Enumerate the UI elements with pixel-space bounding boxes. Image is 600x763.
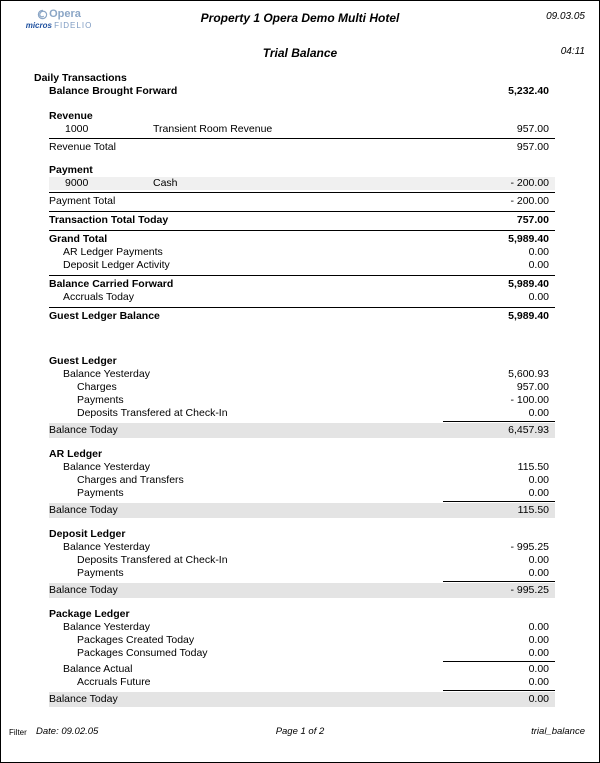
row-value: 0.00: [528, 291, 549, 303]
account-value: - 200.00: [510, 177, 549, 189]
row-value: 5,989.40: [508, 278, 549, 290]
row-value: 0.00: [528, 647, 549, 659]
deposit-ledger-activity-row: [49, 259, 555, 272]
charges-and-transfers-row: [49, 474, 555, 487]
value-divider: [443, 581, 555, 582]
divider: [49, 192, 555, 193]
row-label: Balance Yesterday: [63, 541, 150, 553]
row-value: 0.00: [528, 259, 549, 271]
filter-label: Filter: [9, 728, 27, 737]
value-divider: [443, 501, 555, 502]
row-label: Balance Actual: [63, 663, 133, 675]
row-label: Balance Today: [49, 504, 118, 516]
balance-today-row: [49, 503, 555, 518]
revenue-total-row: [49, 141, 555, 154]
opera-logo-line: [17, 8, 101, 20]
balance-today-row: [49, 583, 555, 598]
row-label: Deposits Transfered at Check-In: [77, 554, 228, 566]
logo-opera-text: Opera: [49, 8, 81, 20]
payment-account-row: [49, 177, 555, 190]
row-value: 0.00: [528, 407, 549, 419]
logo-fidelio-text: FIDELIO: [54, 21, 93, 30]
packages-created-today-row: [49, 634, 555, 647]
row-value: 0.00: [528, 487, 549, 499]
property-title: Property 1 Opera Demo Multi Hotel: [200, 11, 400, 25]
account-code: 9000: [65, 177, 89, 189]
group-label: Revenue: [49, 110, 93, 122]
accruals-today-row: [49, 291, 555, 304]
row-value: 0.00: [528, 554, 549, 566]
payment-group-header: [49, 164, 555, 177]
account-value: 957.00: [516, 123, 549, 135]
grand-total-row: [49, 233, 555, 246]
value-divider: [443, 661, 555, 662]
row-label: Charges: [77, 381, 117, 393]
account-description: Cash: [153, 177, 178, 189]
row-value: 0.00: [528, 246, 549, 258]
row-label: Packages Created Today: [77, 634, 195, 646]
divider: [49, 138, 555, 139]
report-header: [1, 1, 599, 65]
row-label: Balance Today: [49, 424, 118, 436]
row-label: Grand Total: [49, 233, 108, 245]
daily-transactions-title: Daily Transactions: [34, 72, 127, 84]
report-name: trial_balance: [531, 726, 585, 737]
ar-ledger-section: [49, 448, 555, 518]
row-label: Balance Brought Forward: [49, 85, 178, 97]
payments-row: [49, 394, 555, 407]
row-value: 115.50: [517, 504, 549, 516]
deposit-ledger-title: Deposit Ledger: [49, 528, 126, 540]
row-value: 5,989.40: [508, 233, 549, 245]
row-value: 0.00: [528, 693, 549, 705]
guest-ledger-balance-row: [49, 310, 555, 323]
row-value: 5,600.93: [508, 368, 549, 380]
balance-yesterday-row: [49, 461, 555, 474]
payment-total-row: [49, 195, 555, 208]
balance-brought-forward-row: [49, 85, 555, 98]
row-value: 5,232.40: [508, 85, 549, 97]
page-number: Page 1 of 2: [275, 726, 325, 737]
row-value: 6,457.93: [508, 424, 549, 436]
row-value: - 995.25: [510, 541, 549, 553]
divider: [49, 230, 555, 231]
row-value: 757.00: [516, 214, 549, 226]
ar-ledger-payments-row: [49, 246, 555, 259]
row-value: 0.00: [528, 676, 549, 688]
report-footer: [1, 726, 599, 740]
value-divider: [443, 421, 555, 422]
row-label: Payments: [77, 567, 124, 579]
row-value: 0.00: [528, 634, 549, 646]
balance-today-row: [49, 423, 555, 438]
payments-row: [49, 567, 555, 580]
row-label: Payments: [77, 487, 124, 499]
row-value: - 100.00: [510, 394, 549, 406]
report-time: 04:11: [560, 46, 585, 57]
account-code: 1000: [65, 123, 89, 135]
row-value: 0.00: [528, 663, 549, 675]
guest-ledger-section: [49, 355, 555, 438]
row-label: Accruals Today: [63, 291, 135, 303]
row-label: Charges and Transfers: [77, 474, 184, 486]
deposit-ledger-section: [49, 528, 555, 598]
opera-micros-fidelio-logo: [17, 8, 101, 30]
packages-consumed-today-row: [49, 647, 555, 660]
row-label: Deposit Ledger Activity: [63, 259, 170, 271]
row-value: 0.00: [528, 567, 549, 579]
micros-fidelio-line: [17, 21, 101, 30]
group-label: Payment: [49, 164, 93, 176]
row-label: Balance Yesterday: [63, 621, 150, 633]
row-label: Balance Yesterday: [63, 368, 150, 380]
value-divider: [443, 690, 555, 691]
balance-actual-row: [49, 663, 555, 676]
row-label: Guest Ledger Balance: [49, 310, 160, 322]
row-value: - 995.25: [510, 584, 549, 596]
row-label: Payment Total: [49, 195, 116, 207]
row-value: - 200.00: [510, 195, 549, 207]
balance-today-row: [49, 692, 555, 707]
package-ledger-title: Package Ledger: [49, 608, 130, 620]
row-label: Accruals Future: [77, 676, 151, 688]
row-value: 115.50: [517, 461, 549, 473]
package-ledger-section: [49, 608, 555, 707]
row-value: 957.00: [516, 381, 549, 393]
row-label: Balance Carried Forward: [49, 278, 174, 290]
opera-swirl-icon: [37, 9, 48, 20]
row-label: Transaction Total Today: [49, 214, 169, 226]
row-label: Balance Today: [49, 693, 118, 705]
transaction-total-today-row: [49, 214, 555, 227]
report-date: 09.03.05: [546, 11, 585, 22]
row-label: Balance Today: [49, 584, 118, 596]
payments-row: [49, 487, 555, 500]
revenue-account-row: [49, 123, 555, 136]
revenue-group-header: [49, 110, 555, 123]
balance-yesterday-row: [49, 621, 555, 634]
row-value: 5,989.40: [508, 310, 549, 322]
guest-ledger-title: Guest Ledger: [49, 355, 117, 367]
account-description: Transient Room Revenue: [153, 123, 273, 135]
logo-micros-text: micros: [25, 21, 52, 30]
row-label: Packages Consumed Today: [77, 647, 208, 659]
divider: [49, 275, 555, 276]
row-label: Balance Yesterday: [63, 461, 150, 473]
balance-carried-forward-row: [49, 278, 555, 291]
balance-yesterday-row: [49, 541, 555, 554]
row-label: Revenue Total: [49, 141, 116, 153]
row-value: 957.00: [516, 141, 549, 153]
divider: [49, 307, 555, 308]
row-label: Payments: [77, 394, 124, 406]
divider: [49, 211, 555, 212]
deposits-transfered-row: [49, 407, 555, 420]
row-value: 0.00: [528, 621, 549, 633]
report-title: Trial Balance: [262, 46, 338, 60]
daily-transactions-section: [49, 85, 555, 707]
charges-row: [49, 381, 555, 394]
ar-ledger-title: AR Ledger: [49, 448, 103, 460]
balance-yesterday-row: [49, 368, 555, 381]
row-label: Deposits Transfered at Check-In: [77, 407, 228, 419]
footer-date: Date: 09.02.05: [36, 726, 99, 737]
row-value: 0.00: [528, 474, 549, 486]
accruals-future-row: [49, 676, 555, 689]
deposits-transfered-row: [49, 554, 555, 567]
row-label: AR Ledger Payments: [63, 246, 163, 258]
